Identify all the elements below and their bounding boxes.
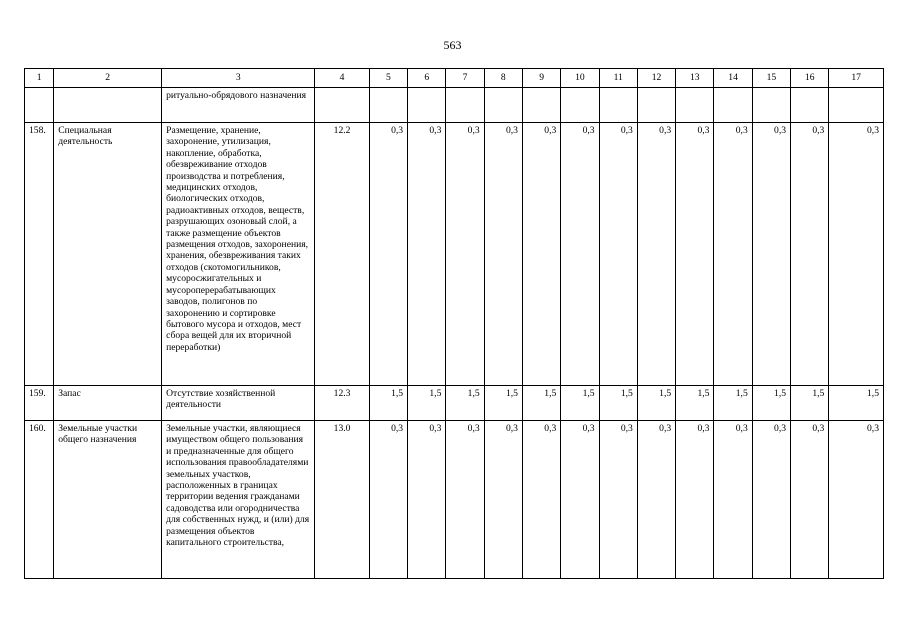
row-value: 1,5 — [676, 386, 714, 421]
table-row — [25, 123, 884, 386]
row-value: 0,3 — [561, 421, 599, 579]
row-number: 158. — [25, 123, 54, 386]
row-value: 1,5 — [408, 386, 446, 421]
row-value: 0,3 — [676, 421, 714, 579]
land-use-table — [24, 68, 884, 579]
row-number: 159. — [25, 386, 54, 421]
row-name: Специальная деятельность — [54, 123, 162, 386]
row-value: 0,3 — [484, 123, 522, 386]
header-cell: 10 — [561, 69, 599, 88]
empty-cell — [369, 88, 407, 123]
header-cell: 5 — [369, 69, 407, 88]
row-value: 0,3 — [408, 421, 446, 579]
row-value: 0,3 — [599, 123, 637, 386]
row-code: 12.2 — [315, 123, 369, 386]
empty-cell — [446, 88, 484, 123]
row-value: 0,3 — [791, 421, 829, 579]
row-value: 0,3 — [829, 123, 884, 386]
row-value: 0,3 — [446, 421, 484, 579]
row-code: 13.0 — [315, 421, 369, 579]
row-value: 1,5 — [637, 386, 675, 421]
row-value: 0,3 — [446, 123, 484, 386]
row-code: 12.3 — [315, 386, 369, 421]
row-value: 0,3 — [561, 123, 599, 386]
empty-cell — [54, 88, 162, 123]
header-cell: 6 — [408, 69, 446, 88]
row-value: 0,3 — [522, 421, 560, 579]
row-description: Земельные участки, являющиеся имуществом общего пользования и предназначенные для общего использования правообладателями земельных участков, расположенных в границах территории ведения гражданами садоводства или огородничества для собственных нужд, и (или) для размещения объектов капитального строительства, — [162, 421, 315, 579]
continuation-text: ритуально-обрядового назначения — [162, 88, 315, 123]
row-value: 0,3 — [752, 123, 790, 386]
row-value: 0,3 — [714, 421, 752, 579]
header-cell: 13 — [676, 69, 714, 88]
row-value: 0,3 — [714, 123, 752, 386]
header-cell: 11 — [599, 69, 637, 88]
row-value: 0,3 — [369, 123, 407, 386]
row-value: 0,3 — [637, 123, 675, 386]
row-value: 0,3 — [676, 123, 714, 386]
empty-cell — [561, 88, 599, 123]
empty-cell — [25, 88, 54, 123]
continuation-row — [25, 88, 884, 123]
row-value: 0,3 — [637, 421, 675, 579]
empty-cell — [752, 88, 790, 123]
header-cell: 12 — [637, 69, 675, 88]
row-name: Земельные участки общего назначения — [54, 421, 162, 579]
row-value: 0,3 — [829, 421, 884, 579]
row-value: 1,5 — [522, 386, 560, 421]
table-row — [25, 386, 884, 421]
empty-cell — [315, 88, 369, 123]
header-row — [25, 69, 884, 88]
empty-cell — [408, 88, 446, 123]
header-cell: 7 — [446, 69, 484, 88]
row-value: 0,3 — [484, 421, 522, 579]
row-value: 1,5 — [714, 386, 752, 421]
header-cell: 16 — [791, 69, 829, 88]
row-value: 1,5 — [484, 386, 522, 421]
row-value: 1,5 — [369, 386, 407, 421]
empty-cell — [484, 88, 522, 123]
row-value: 1,5 — [561, 386, 599, 421]
empty-cell — [714, 88, 752, 123]
row-number: 160. — [25, 421, 54, 579]
row-value: 0,3 — [369, 421, 407, 579]
empty-cell — [599, 88, 637, 123]
row-description: Размещение, хранение, захоронение, утилизация, накопление, обработка, обезвреживание отходов производства и потребления, медицинских отходов, биологических отходов, радиоактивных отходов, веществ, разрушающих озоновый слой, а также размещение объектов размещения отходов, захоронения, хранения, обезвреживания таких отходов (скотомогильников, мусоросжигательных и мусороперерабатывающих заводов, полигонов по захоронению и сортировке бытового мусора и отходов, мест сбора вещей для их вторичной переработки) — [162, 123, 315, 386]
row-value: 0,3 — [599, 421, 637, 579]
empty-cell — [791, 88, 829, 123]
header-cell: 2 — [54, 69, 162, 88]
row-description: Отсутствие хозяйственной деятельности — [162, 386, 315, 421]
header-cell: 4 — [315, 69, 369, 88]
header-cell: 9 — [522, 69, 560, 88]
row-value: 0,3 — [408, 123, 446, 386]
empty-cell — [522, 88, 560, 123]
empty-cell — [637, 88, 675, 123]
page-number: 563 — [443, 38, 462, 52]
row-name: Запас — [54, 386, 162, 421]
empty-cell — [829, 88, 884, 123]
table-row — [25, 421, 884, 579]
header-cell: 1 — [25, 69, 54, 88]
row-value: 1,5 — [599, 386, 637, 421]
row-value: 1,5 — [752, 386, 790, 421]
row-value: 1,5 — [829, 386, 884, 421]
row-value: 1,5 — [791, 386, 829, 421]
row-value: 1,5 — [446, 386, 484, 421]
header-cell: 8 — [484, 69, 522, 88]
row-value: 0,3 — [791, 123, 829, 386]
row-value: 0,3 — [522, 123, 560, 386]
header-cell: 14 — [714, 69, 752, 88]
header-cell: 17 — [829, 69, 884, 88]
row-value: 0,3 — [752, 421, 790, 579]
header-cell: 3 — [162, 69, 315, 88]
header-cell: 15 — [752, 69, 790, 88]
empty-cell — [676, 88, 714, 123]
